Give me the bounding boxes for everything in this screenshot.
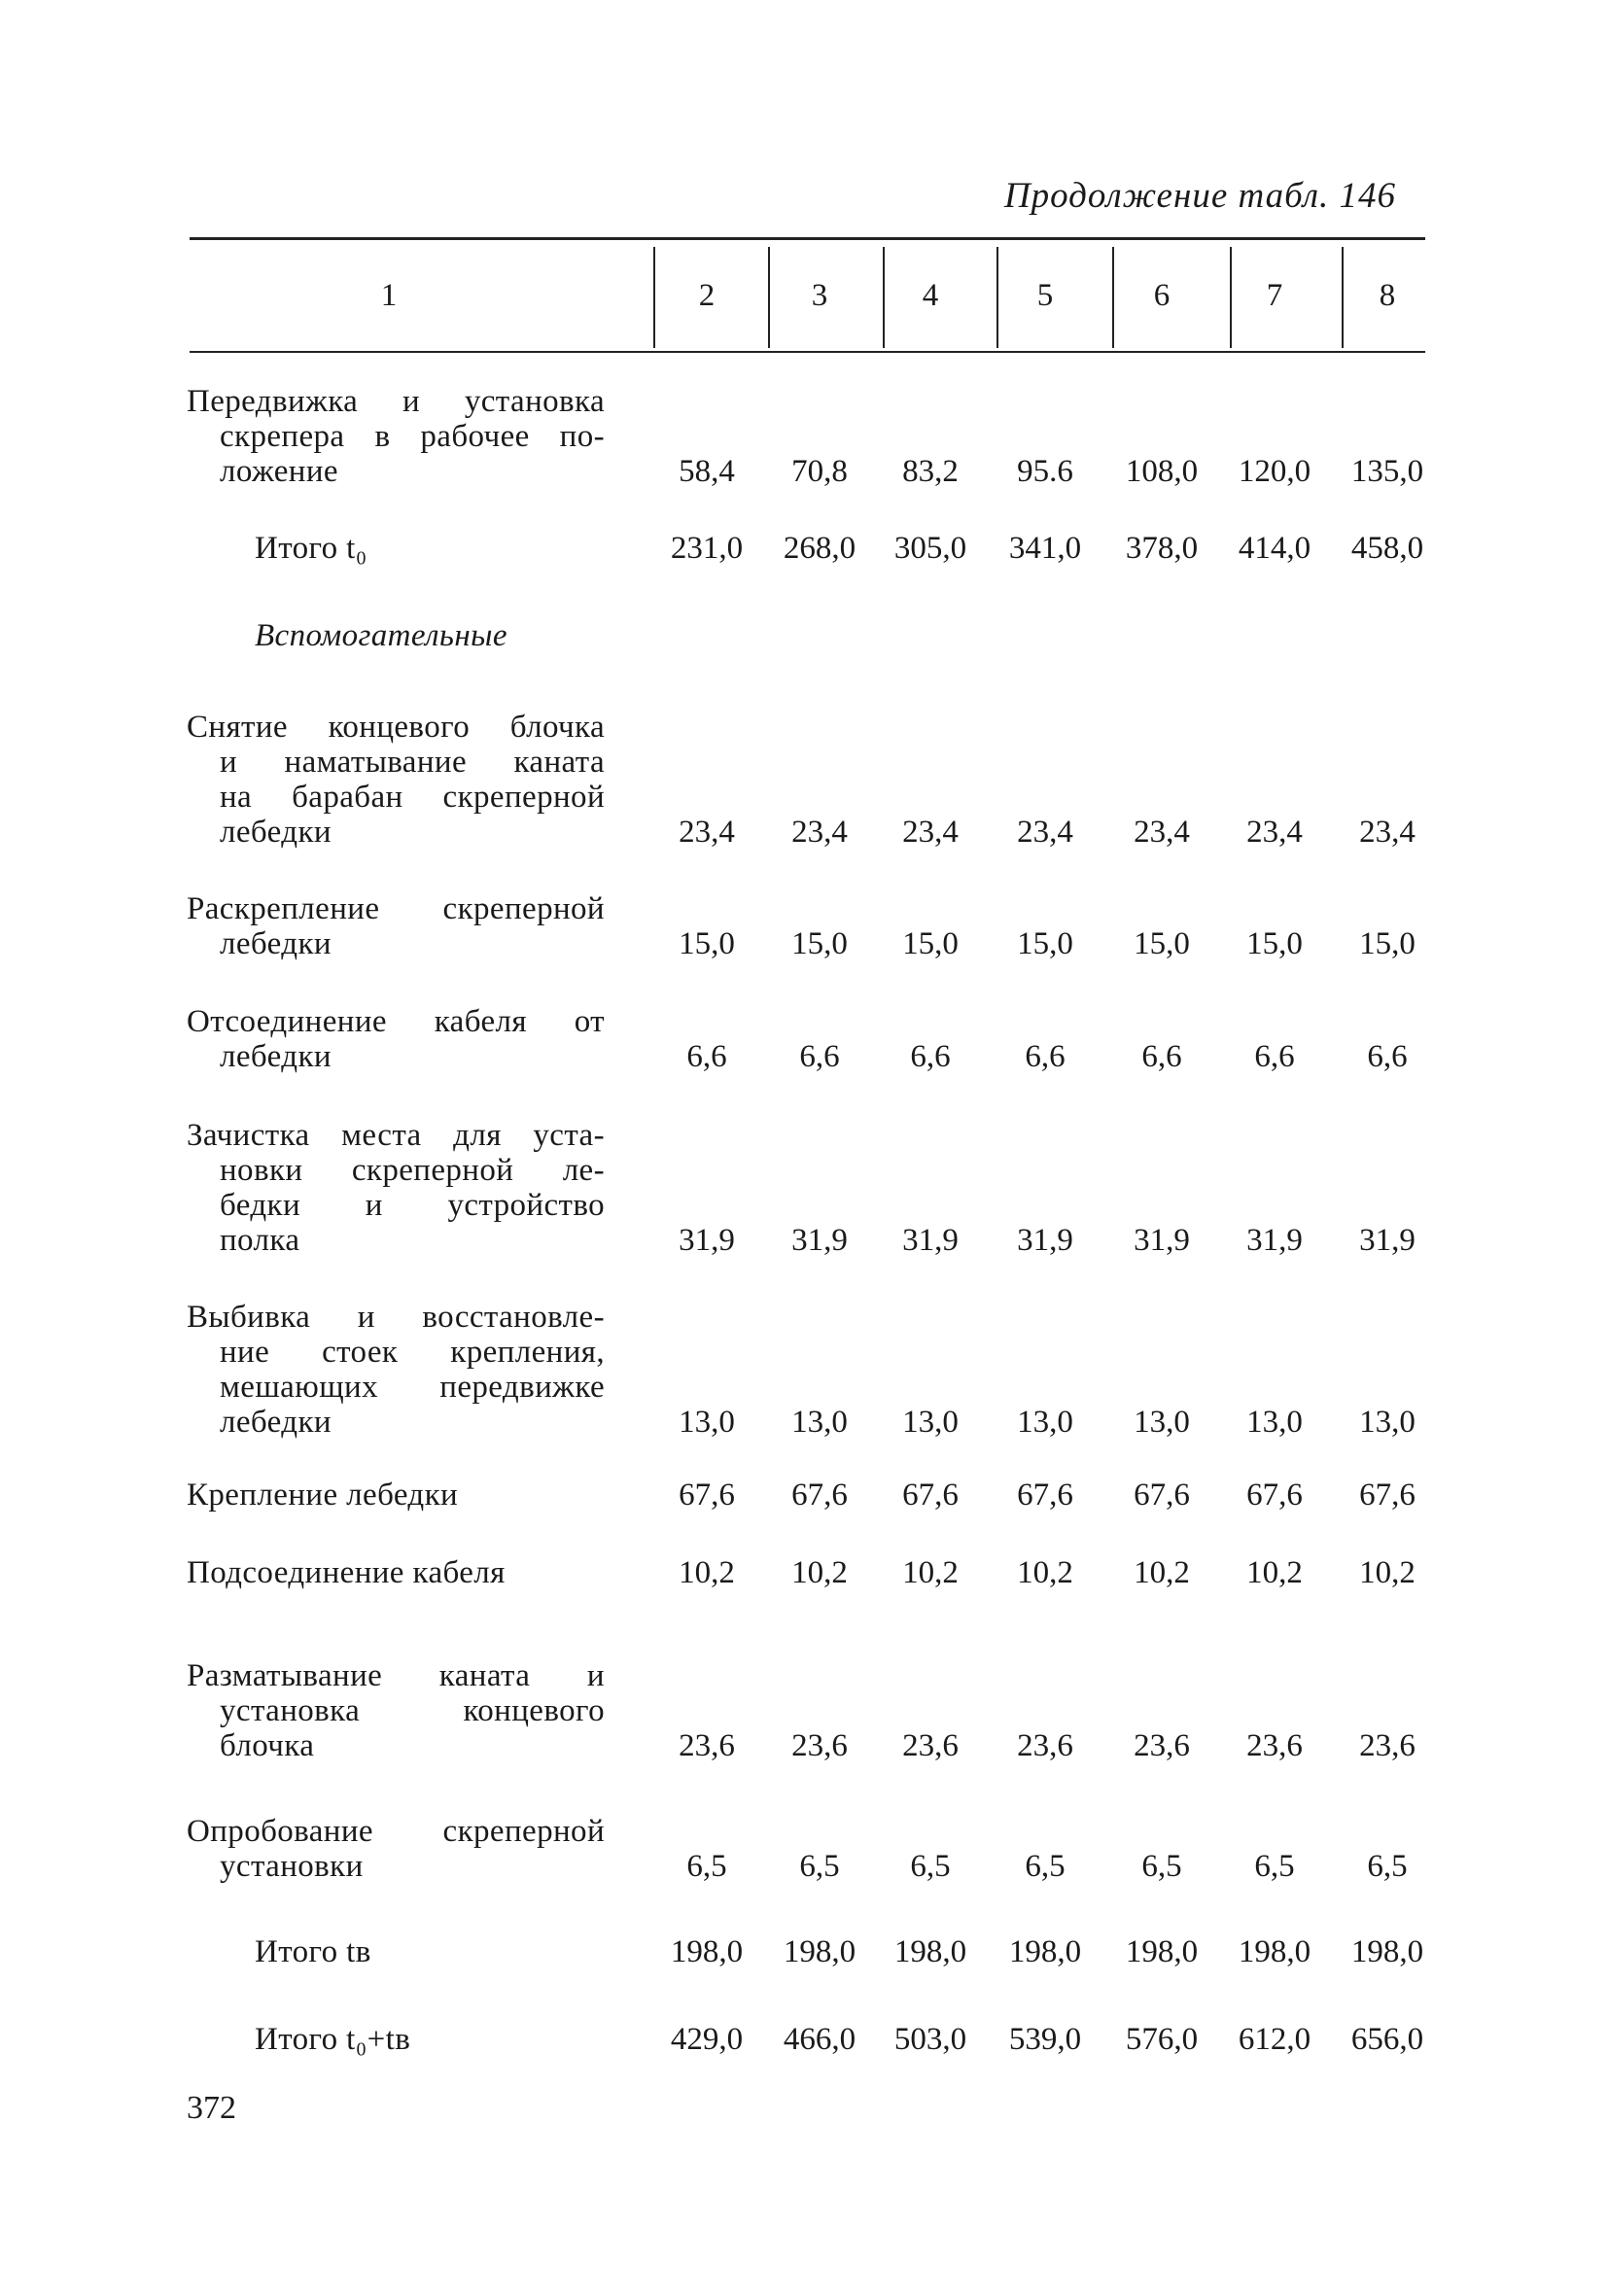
value-cell-col5: 23,6 [1017,1728,1073,1763]
value-cell-col3: 67,6 [791,1478,848,1513]
value-cell-col4: 198,0 [893,1934,967,1969]
value-cell-col4: 305,0 [893,531,967,566]
table-header [0,240,1608,351]
row-label-line: на барабан скреперной [220,780,605,815]
header-divider-1 [653,247,655,348]
header-cell-4: 4 [922,277,939,313]
value-cell-col2: 6,6 [686,1039,727,1074]
value-cell-col7: 414,0 [1238,531,1311,566]
row-label-line: лебедки [220,1039,332,1074]
value-cell-col8: 67,6 [1359,1478,1416,1513]
value-cell-col4: 6,5 [910,1849,951,1884]
value-cell-col8: 31,9 [1359,1223,1416,1258]
value-cell-col7: 6,6 [1254,1039,1295,1074]
row-label-line: Раскрепление скреперной [187,891,605,926]
row-label-line: Итого t₀+tв [255,2022,411,2057]
header-divider-6 [1230,247,1232,348]
value-cell-col7: 67,6 [1246,1478,1303,1513]
header-cell-6: 6 [1153,277,1171,313]
page-number: 372 [187,2090,236,2126]
row-label-line: Разматывание каната и [187,1658,605,1693]
value-cell-col6: 576,0 [1125,2022,1199,2057]
row-label-line: Передвижка и установка [187,384,605,419]
value-cell-col7: 13,0 [1246,1405,1303,1440]
value-cell-col6: 6,6 [1141,1039,1182,1074]
value-cell-col7: 612,0 [1238,2022,1311,2057]
value-cell-col4: 23,4 [902,815,959,850]
header-cell-2: 2 [698,277,716,313]
value-cell-col8: 198,0 [1350,1934,1424,1969]
value-cell-col3: 31,9 [791,1223,848,1258]
value-cell-col2: 13,0 [679,1405,735,1440]
header-cell-5: 5 [1036,277,1054,313]
value-cell-col8: 13,0 [1359,1405,1416,1440]
value-cell-col8: 23,4 [1359,815,1416,850]
value-cell-col2: 231,0 [670,531,744,566]
value-cell-col8: 135,0 [1350,454,1424,489]
value-cell-col3: 268,0 [783,531,856,566]
row-label-line: лебедки [220,815,332,850]
value-cell-col2: 23,4 [679,815,735,850]
value-cell-col6: 6,5 [1141,1849,1182,1884]
value-cell-col7: 10,2 [1246,1555,1303,1590]
value-cell-col5: 67,6 [1017,1478,1073,1513]
header-cell-7: 7 [1266,277,1283,313]
value-cell-col2: 6,5 [686,1849,727,1884]
value-cell-col3: 466,0 [783,2022,856,2057]
header-cell-3: 3 [811,277,828,313]
row-label-line: ложение [220,454,338,489]
value-cell-col3: 6,5 [799,1849,840,1884]
row-label [187,891,605,961]
row-label [255,531,673,566]
row-label-line: Снятие концевого блочка [187,710,605,745]
value-cell-col6: 108,0 [1125,454,1199,489]
row-label [187,1658,605,1763]
value-cell-col5: 95.6 [1017,454,1073,489]
value-cell-col2: 429,0 [670,2022,744,2057]
value-cell-col8: 656,0 [1350,2022,1424,2057]
value-cell-col3: 10,2 [791,1555,848,1590]
value-cell-col7: 15,0 [1246,926,1303,961]
value-cell-col5: 539,0 [1008,2022,1082,2057]
value-cell-col8: 6,5 [1367,1849,1408,1884]
header-cell-1: 1 [380,277,398,313]
value-cell-col4: 503,0 [893,2022,967,2057]
row-label [187,1478,605,1513]
header-divider-3 [883,247,885,348]
value-cell-col4: 23,6 [902,1728,959,1763]
value-cell-col4: 6,6 [910,1039,951,1074]
row-label [187,1004,605,1074]
value-cell-col2: 58,4 [679,454,735,489]
row-label-line: Крепление лебедки [187,1478,459,1513]
value-cell-col5: 6,5 [1025,1849,1066,1884]
header-divider-2 [768,247,770,348]
value-cell-col5: 13,0 [1017,1405,1073,1440]
value-cell-col7: 6,5 [1254,1849,1295,1884]
row-label [187,1300,605,1440]
value-cell-col5: 198,0 [1008,1934,1082,1969]
row-label-line: лебедки [220,926,332,961]
row-label-line: новки скреперной ле- [220,1153,605,1188]
value-cell-col4: 31,9 [902,1223,959,1258]
row-label-line: Итого t₀ [255,531,367,566]
row-label-line: установка концевого [220,1693,605,1728]
row-label-line: Опробование скреперной [187,1814,605,1849]
value-cell-col7: 120,0 [1238,454,1311,489]
table-caption: Продолжение табл. 146 [1003,176,1396,216]
row-label [255,618,673,653]
value-cell-col4: 83,2 [902,454,959,489]
value-cell-col3: 198,0 [783,1934,856,1969]
value-cell-col2: 23,6 [679,1728,735,1763]
row-label-line: лебедки [220,1405,332,1440]
value-cell-col3: 23,4 [791,815,848,850]
value-cell-col8: 458,0 [1350,531,1424,566]
row-label [187,384,605,489]
row-label-line: Подсоединение кабеля [187,1555,506,1590]
row-label-line: бедки и устройство [220,1188,605,1223]
header-divider-5 [1112,247,1114,348]
value-cell-col3: 15,0 [791,926,848,961]
table-header-rule [190,351,1425,353]
value-cell-col5: 10,2 [1017,1555,1073,1590]
value-cell-col3: 23,6 [791,1728,848,1763]
value-cell-col8: 6,6 [1367,1039,1408,1074]
value-cell-col6: 31,9 [1134,1223,1190,1258]
value-cell-col8: 10,2 [1359,1555,1416,1590]
value-cell-col8: 23,6 [1359,1728,1416,1763]
row-label-line: Вспомогательные [255,618,507,653]
row-label [187,1118,605,1258]
row-label-line: Итого tв [255,1934,371,1969]
value-cell-col5: 341,0 [1008,531,1082,566]
value-cell-col4: 15,0 [902,926,959,961]
value-cell-col4: 13,0 [902,1405,959,1440]
value-cell-col6: 23,6 [1134,1728,1190,1763]
value-cell-col6: 10,2 [1134,1555,1190,1590]
value-cell-col2: 31,9 [679,1223,735,1258]
row-label [187,710,605,850]
value-cell-col6: 23,4 [1134,815,1190,850]
value-cell-col7: 198,0 [1238,1934,1311,1969]
row-label-line: ние стоек крепления, [220,1335,605,1370]
row-label-line: Отсоединение кабеля от [187,1004,605,1039]
row-label [255,2022,673,2057]
value-cell-col3: 70,8 [791,454,848,489]
row-label-line: мешающих передвижке [220,1370,605,1405]
value-cell-col2: 10,2 [679,1555,735,1590]
value-cell-col6: 378,0 [1125,531,1199,566]
row-label-line: блочка [220,1728,315,1763]
value-cell-col5: 31,9 [1017,1223,1073,1258]
value-cell-col8: 15,0 [1359,926,1416,961]
value-cell-col6: 15,0 [1134,926,1190,961]
row-label [187,1555,605,1590]
value-cell-col4: 10,2 [902,1555,959,1590]
value-cell-col7: 23,4 [1246,815,1303,850]
row-label-line: Зачистка места для уста- [187,1118,605,1153]
row-label-line: и наматывание каната [220,745,605,780]
row-label-line: полка [220,1223,300,1258]
row-label-line: Выбивка и восстановле- [187,1300,605,1335]
value-cell-col7: 23,6 [1246,1728,1303,1763]
header-divider-4 [996,247,998,348]
header-divider-7 [1342,247,1344,348]
value-cell-col6: 13,0 [1134,1405,1190,1440]
value-cell-col3: 6,6 [799,1039,840,1074]
value-cell-col4: 67,6 [902,1478,959,1513]
value-cell-col6: 198,0 [1125,1934,1199,1969]
value-cell-col5: 15,0 [1017,926,1073,961]
value-cell-col2: 198,0 [670,1934,744,1969]
row-label-line: скрепера в рабочее по- [220,419,605,454]
value-cell-col6: 67,6 [1134,1478,1190,1513]
row-label-line: установки [220,1849,364,1884]
value-cell-col3: 13,0 [791,1405,848,1440]
row-label [255,1934,673,1969]
header-cell-8: 8 [1379,277,1396,313]
value-cell-col5: 23,4 [1017,815,1073,850]
value-cell-col7: 31,9 [1246,1223,1303,1258]
value-cell-col2: 15,0 [679,926,735,961]
value-cell-col5: 6,6 [1025,1039,1066,1074]
value-cell-col2: 67,6 [679,1478,735,1513]
row-label [187,1814,605,1884]
